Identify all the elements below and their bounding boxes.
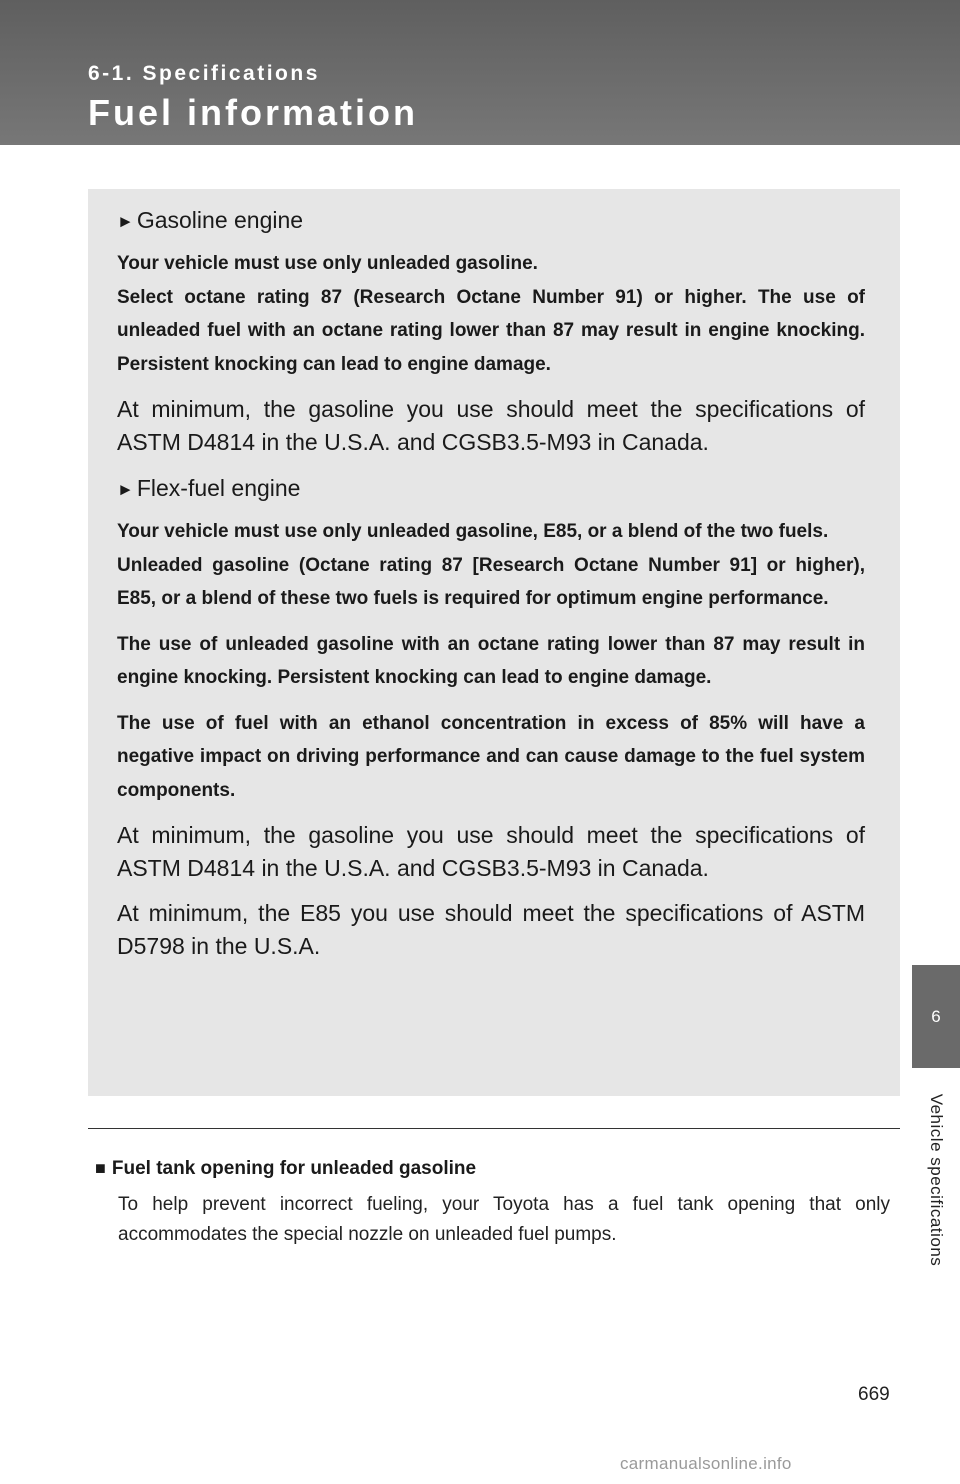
flex-fuel-ethanol-text: The use of fuel with an ethanol concentration in excess of 85% will have a negative impact on driving performance and can cause damage to the fuel system components. [117, 712, 865, 801]
flex-fuel-e85-spec-text: At minimum, the E85 you use should meet the specifications of ASTM D5798 in the U.S.A. [117, 900, 865, 959]
page-header [0, 0, 960, 145]
triangle-right-icon: ► [117, 480, 134, 499]
flex-fuel-requirements [117, 515, 865, 616]
page-number: 669 [858, 1384, 890, 1405]
chapter-tab[interactable]: 6 [912, 965, 960, 1068]
flex-fuel-octane-text: Unleaded gasoline (Octane rating 87 [Research Octane Number 91] or higher), E85, or a blend of these two fuels is required for optimum engine performance. [117, 554, 865, 609]
fuel-requirements-box [88, 189, 900, 1096]
page-title: Fuel information [88, 92, 418, 133]
square-icon: ■ [95, 1158, 106, 1178]
watermark: carmanualsonline.info [620, 1454, 792, 1473]
flex-fuel-engine-heading-text: Flex-fuel engine [136, 475, 301, 501]
flex-fuel-engine-heading [117, 471, 865, 508]
note-heading [95, 1158, 476, 1180]
triangle-right-icon: ► [117, 212, 134, 231]
gasoline-spec-text: At minimum, the gasoline you use should meet the specifications of ASTM D4814 in the U.S.A. and CGSB3.5-M93 in Canada. [117, 396, 865, 455]
flex-fuel-gasoline-spec-text: At minimum, the gasoline you use should meet the specifications of ASTM D4814 in the U.S.A. and CGSB3.5-M93 in Canada. [117, 822, 865, 881]
flex-fuel-knocking-text: The use of unleaded gasoline with an octane rating lower than 87 may result in engine knocking. Persistent knocking can lead to engine damage. [117, 633, 865, 688]
chapter-label: Vehicle specifications [927, 1093, 946, 1267]
gasoline-unleaded-text: Your vehicle must use only unleaded gasoline. [117, 253, 538, 274]
flex-fuel-unleaded-text: Your vehicle must use only unleaded gasoline, E85, or a blend of the two fuels. [117, 521, 829, 542]
note-heading-text: Fuel tank opening for unleaded gasoline [111, 1158, 477, 1179]
note-body: To help prevent incorrect fueling, your Toyota has a fuel tank opening that only accommodates the special nozzle on unleaded fuel pumps. [118, 1194, 890, 1245]
gasoline-requirements [117, 247, 865, 381]
gasoline-engine-heading [117, 203, 865, 240]
gasoline-octane-text: Select octane rating 87 (Research Octane Number 91) or higher. The use of unleaded fuel with an octane rating lower than 87 may result in engine knocking. Persistent knocking can lead to engine damage. [117, 286, 865, 375]
section-label: 6-1. Specifications [88, 62, 320, 85]
divider [88, 1128, 900, 1129]
gasoline-engine-heading-text: Gasoline engine [136, 207, 304, 233]
